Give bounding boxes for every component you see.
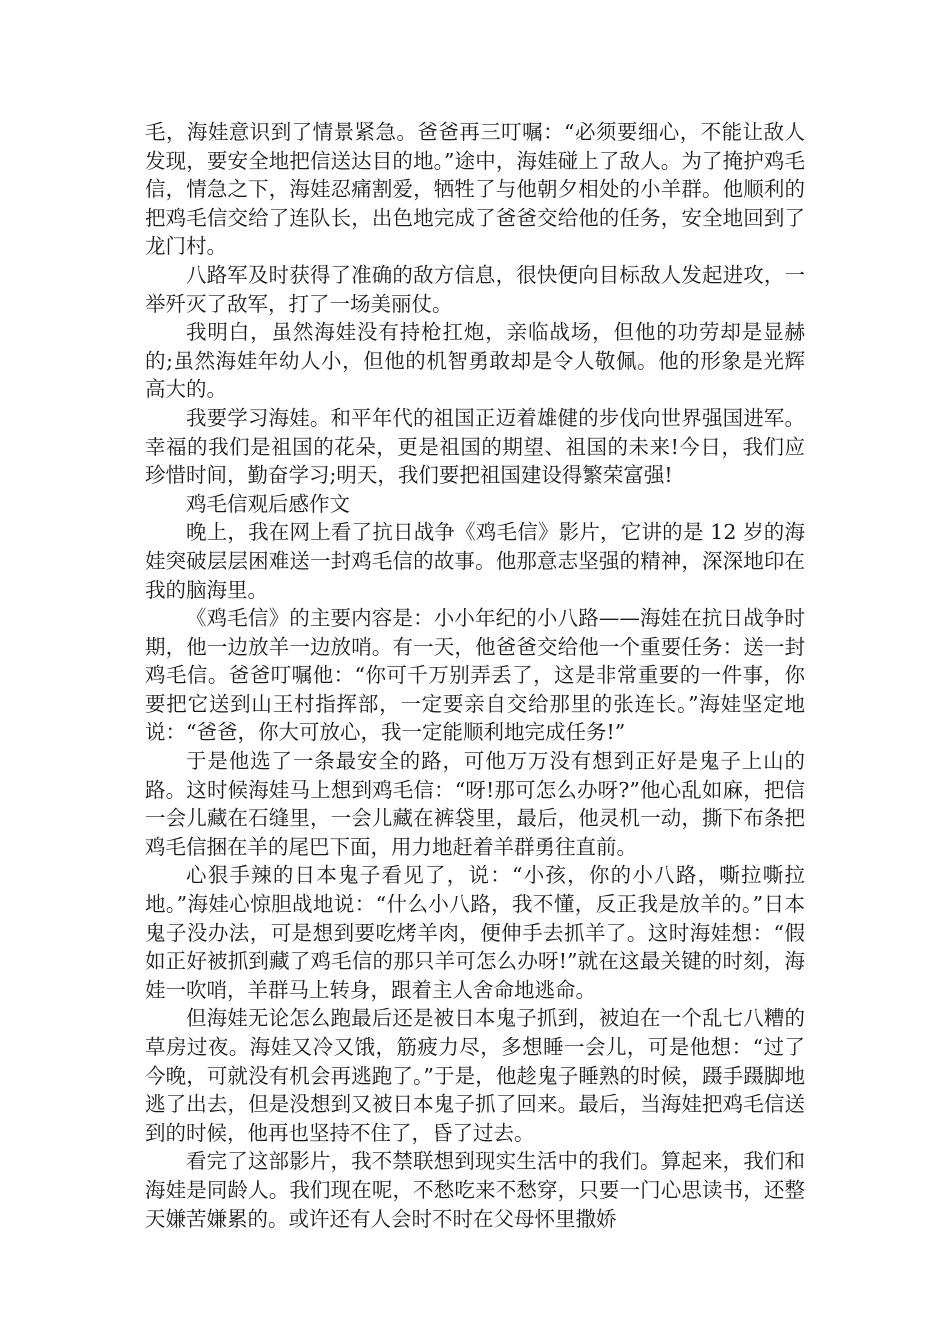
paragraph-army-victory: 八路军及时获得了准确的敌方信息，很快便向目标敌人发起进攻，一举歼灭了敌军，打了一场美丽仗。 [145, 262, 805, 316]
paragraph-hide-letter: 于是他选了一条最安全的路，可他万万没有想到正好是鬼子上山的路。这时候海娃马上想到鸡毛信：“呀!那可怎么办呀?”他心乱如麻，把信一会儿藏在石缝里，一会儿藏在裤袋里，最后，他灵机一动，撕下布条把鸡毛信捆在羊的尾巴下面，用力地赶着羊群勇往直前。 [145, 749, 805, 859]
paragraph-film-summary: 《鸡毛信》的主要内容是：小小年纪的小八路——海娃在抗日战争时期，他一边放羊一边放哨。有一天，他爸爸交给他一个重要任务：送一封鸡毛信。爸爸叮嘱他：“你可千万别弄丢了，这是非常重要的一件事，你要把它送到山王村指挥部，一定要亲自交给那里的张连长。”海娃坚定地说：“爸爸，你大可放心，我一定能顺利地完成任务!” [145, 606, 805, 745]
paragraph-reflection: 看完了这部影片，我不禁联想到现实生活中的我们。算起来，我们和海娃是同龄人。我们现在呢，不愁吃来不愁穿，只要一门心思读书，还整天嫌苦嫌累的。或许还有人会时不时在父母怀里撒娇 [145, 1149, 805, 1231]
paragraph-continuation: 毛，海娃意识到了情景紧急。爸爸再三叮嘱：“必须要细心，不能让敌人发现，要安全地把信送达目的地。”途中，海娃碰上了敌人。为了掩护鸡毛信，情急之下，海娃忍痛割爱，牺牲了与他朝夕相处的小羊群。他顺利的把鸡毛信交给了连队长，出色地完成了爸爸交给他的任务，安全地回到了龙门村。 [145, 120, 805, 259]
paragraph-enemy-encounter: 心狠手辣的日本鬼子看见了，说：“小孩，你的小八路，嘶拉嘶拉地。”海娃心惊胆战地说：“什么小八路，我不懂，反正我是放羊的。”日本鬼子没办法，可是想到要吃烤羊肉，便伸手去抓羊了。这时海娃想：“假如正好被抓到藏了鸡毛信的那只羊可怎么办呀!”就在这最关键的时刻，海娃一吹哨，羊群马上转身，跟着主人舍命地逃命。 [145, 863, 805, 1002]
document-page [145, 118, 805, 1233]
paragraph-captured-escape: 但海娃无论怎么跑最后还是被日本鬼子抓到，被迫在一个乱七八糟的草房过夜。海娃又冷又饿，筋疲力尽，多想睡一会儿，可是他想：“过了今晚，可就没有机会再逃跑了。”于是，他趁鬼子睡熟的时候，蹑手蹑脚地逃了出去，但是没想到又被日本鬼子抓了回来。最后，当海娃把鸡毛信送到的时候，他再也坚持不住了，昏了过去。 [145, 1006, 805, 1145]
section-title: 鸡毛信观后感作文 [186, 491, 350, 516]
paragraph-learn-from-haiwa: 我要学习海娃。和平年代的祖国正迈着雄健的步伐向世界强国进军。幸福的我们是祖国的花朵，更是祖国的期望、祖国的未来!今日，我们应珍惜时间，勤奋学习;明天，我们要把祖国建设得繁荣富强! [145, 405, 805, 488]
paragraph-watched-film: 晚上，我在网上看了抗日战争《鸡毛信》影片，它讲的是 12 岁的海娃突破层层困难送一封鸡毛信的故事。他那意志坚强的精神，深深地印在我的脑海里。 [145, 520, 805, 602]
paragraph-hero-merit: 我明白，虽然海娃没有持枪扛炮，亲临战场，但他的功劳却是显赫的;虽然海娃年幼人小，但他的机智勇敢却是令人敬佩。他的形象是光辉高大的。 [145, 320, 805, 402]
